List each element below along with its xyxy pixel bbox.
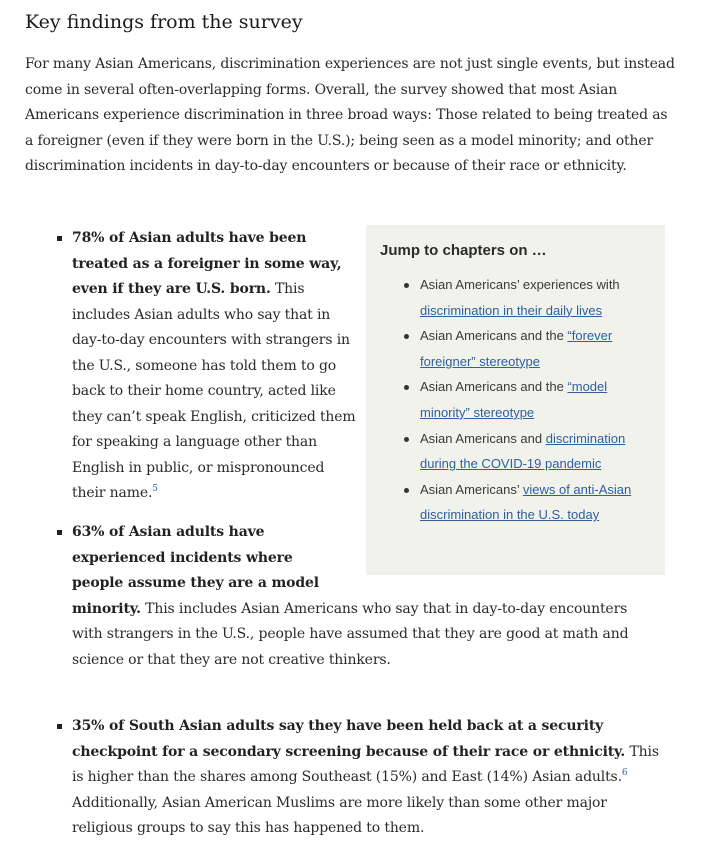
chapter-item: [404, 323, 651, 374]
sidebar-title: Jump to chapters on …: [380, 242, 547, 259]
finding-body-text: Additionally, Asian American Muslims are more likely than some other major religious groups to say this has happened to them.: [72, 794, 607, 836]
finding-bold-text: 63% of Asian adults have experienced incidents where people assume they are a model minority.: [72, 524, 319, 617]
intro-paragraph: For many Asian Americans, discrimination experiences are not just single events, but instead come in several often-overlapping forms. Overall, the survey showed that most Asian Americans experience discrimination in three broad ways: Those related to being treated as a foreigner (even if they were born in the U.S.); being seen as a model minority; and other discrimination incidents in day-to-day encounters or because of their race or ethnicity.: [25, 56, 675, 175]
section-heading: Key findings from the survey: [25, 11, 303, 33]
footnote-marker: [622, 768, 628, 778]
finding-item: [72, 714, 662, 842]
finding-bold-text: 35% of South Asian adults say they have been held back at a security checkpoint for a secondary screening because of their race or ethnicity.: [72, 718, 626, 760]
chapter-link-views-anti-asian[interactable]: views of anti-Asian discrimination in the U.S. today: [420, 481, 632, 523]
chapter-item-prefix: Asian Americans and the: [420, 379, 568, 395]
chapter-item: [404, 272, 651, 323]
footnote-marker: [152, 484, 158, 494]
chapter-link-list: [380, 272, 651, 528]
chapter-item-prefix: Asian Americans and: [420, 430, 546, 446]
chapter-item-prefix: Asian Americans and the: [420, 328, 568, 344]
chapter-link-daily-discrimination[interactable]: discrimination in their daily lives: [420, 302, 603, 318]
chapter-item-prefix: Asian Americans’ experiences with: [420, 277, 620, 292]
chapter-item: [404, 374, 651, 425]
finding-bold-text: 78% of Asian adults have been treated as a foreigner in some way, even if they are U.S. born.: [72, 230, 342, 297]
sidebar-clearance: [332, 520, 652, 584]
chapter-link-forever-foreigner[interactable]: “forever foreigner” stereotype: [420, 328, 613, 369]
finding-item: [72, 520, 652, 673]
finding-body-text: This includes Asian adults who say that in day-to-day encounters with strangers in the U.S., someone has told them to go back to their home country, acted like they can’t speak English, criticized them for speaking a language other than English in public, or mispronounced their name.: [72, 281, 356, 501]
chapter-link-model-minority[interactable]: “model minority” stereotype: [420, 379, 608, 420]
chapter-link-covid-discrimination[interactable]: discrimination during the COVID-19 pandemic: [420, 430, 626, 472]
finding-body-text: This includes Asian Americans who say that in day-to-day encounters with strangers in the U.S., people have assumed that they are good at math and science or that they are not creative thinkers.: [72, 600, 629, 668]
footnote-link[interactable]: 6: [621, 768, 628, 778]
finding-body-text: This is higher than the shares among Southeast (15%) and East (14%) Asian adults.: [72, 743, 659, 785]
finding-item: [72, 226, 357, 507]
footnote-link[interactable]: 5: [152, 484, 158, 494]
chapter-item-prefix: Asian Americans’: [420, 481, 523, 497]
chapter-item: [404, 426, 651, 477]
